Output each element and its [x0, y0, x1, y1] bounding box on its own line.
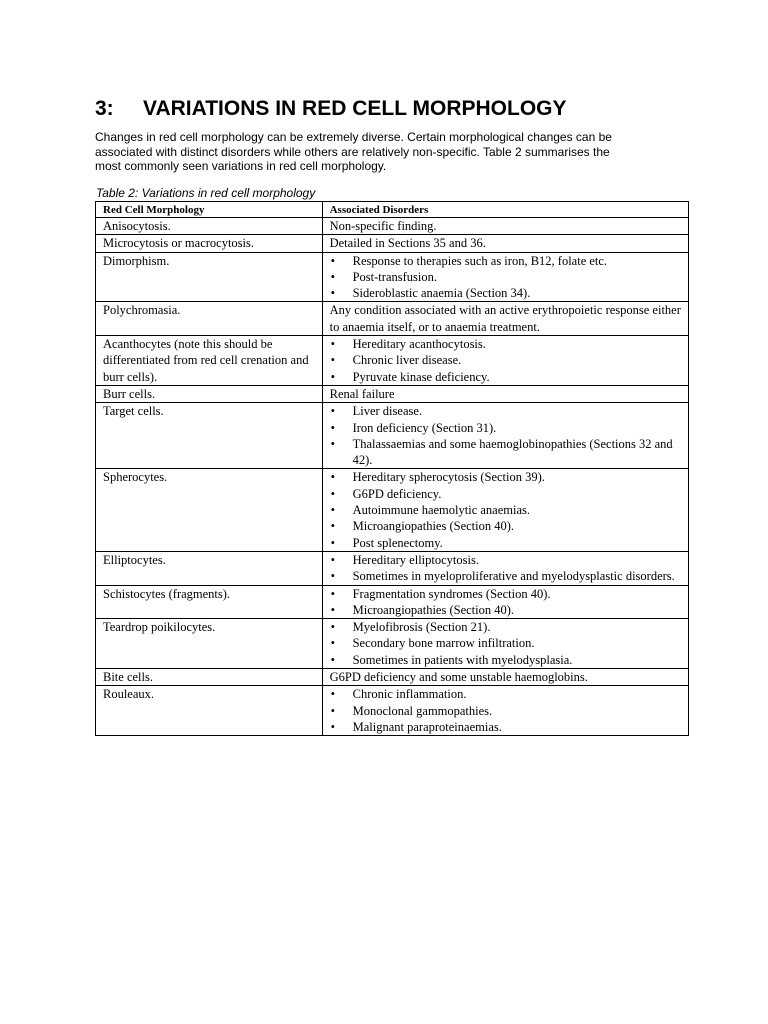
table-row [96, 619, 689, 669]
disorders-cell [322, 619, 688, 669]
morphology-cell: Spherocytes. [96, 469, 323, 551]
disorders-cell [322, 686, 688, 736]
disorder-list-item: • Sideroblastic anaemia (Section 34). [330, 285, 688, 301]
morphology-cell: Polychromasia. [96, 302, 323, 336]
section-heading [95, 96, 567, 122]
disorder-list-item: • Post-transfusion. [330, 269, 688, 285]
table-row [96, 218, 689, 235]
disorder-list-item: • Malignant paraproteinaemias. [330, 719, 688, 735]
table-body [96, 218, 689, 736]
morphology-cell: Bite cells. [96, 669, 323, 686]
disorders-cell [322, 469, 688, 551]
disorder-list-item: • Sometimes in patients with myelodysplasia. [330, 652, 688, 668]
disorder-list-item: • Chronic inflammation. [330, 686, 688, 702]
table-caption: Table 2: Variations in red cell morphology [96, 186, 316, 200]
table-row [96, 235, 689, 252]
header-disorders: Associated Disorders [322, 202, 688, 218]
disorder-list-item: • Post splenectomy. [330, 535, 688, 551]
morphology-table [95, 201, 689, 736]
disorders-cell [322, 403, 688, 469]
morphology-cell: Acanthocytes (note this should be differentiated from red cell crenation and burr cells). [96, 336, 323, 386]
morphology-cell: Anisocytosis. [96, 218, 323, 235]
table-row [96, 336, 689, 386]
disorders-list [330, 586, 688, 619]
intro-line: associated with distinct disorders while others are relatively non-specific. Table 2 summarises the [95, 144, 610, 159]
table-row [96, 302, 689, 336]
disorders-list [330, 469, 688, 550]
table-row [96, 551, 689, 585]
disorders-list [330, 686, 688, 735]
disorders-list [330, 253, 688, 302]
disorders-cell: Detailed in Sections 35 and 36. [322, 235, 688, 252]
table-row [96, 385, 689, 402]
disorder-list-item: • Microangiopathies (Section 40). [330, 518, 688, 534]
disorders-cell: Any condition associated with an active erythropoietic response either to anaemia itself, or to anaemia treatment. [322, 302, 688, 336]
morphology-cell: Rouleaux. [96, 686, 323, 736]
disorders-cell [322, 336, 688, 386]
disorder-list-item: • Autoimmune haemolytic anaemias. [330, 502, 688, 518]
table-row [96, 469, 689, 551]
table-row [96, 686, 689, 736]
intro-line: most commonly seen variations in red cell morphology. [95, 159, 387, 173]
disorder-list-item: • Liver disease. [330, 403, 688, 419]
disorders-cell [322, 252, 688, 302]
disorder-list-item: • Myelofibrosis (Section 21). [330, 619, 688, 635]
header-morphology: Red Cell Morphology [96, 202, 323, 218]
disorder-list-item: • Hereditary acanthocytosis. [330, 336, 688, 352]
morphology-cell: Microcytosis or macrocytosis. [96, 235, 323, 252]
table-row [96, 669, 689, 686]
disorders-cell [322, 585, 688, 619]
disorder-list-item: • Fragmentation syndromes (Section 40). [330, 586, 688, 602]
disorder-list-item: • Microangiopathies (Section 40). [330, 602, 688, 618]
disorder-list-item: • Monoclonal gammopathies. [330, 703, 688, 719]
disorder-list-item: • Chronic liver disease. [330, 352, 688, 368]
section-title: VARIATIONS IN RED CELL MORPHOLOGY [143, 97, 567, 120]
disorders-cell: Renal failure [322, 385, 688, 402]
table-row [96, 403, 689, 469]
disorder-list-item: • Thalassaemias and some haemoglobinopathies (Sections 32 and 42). [330, 436, 688, 469]
table-header-row [96, 202, 689, 218]
morphology-cell: Dimorphism. [96, 252, 323, 302]
disorder-list-item: • Pyruvate kinase deficiency. [330, 369, 688, 385]
intro-paragraph [95, 130, 685, 174]
disorder-list-item: • Hereditary elliptocytosis. [330, 552, 688, 568]
morphology-cell: Target cells. [96, 403, 323, 469]
morphology-cell: Teardrop poikilocytes. [96, 619, 323, 669]
table-row [96, 585, 689, 619]
morphology-cell: Burr cells. [96, 385, 323, 402]
disorder-list-item: • Iron deficiency (Section 31). [330, 420, 688, 436]
disorders-list [330, 403, 688, 468]
disorder-list-item: • Secondary bone marrow infiltration. [330, 635, 688, 651]
disorders-cell [322, 551, 688, 585]
disorders-list [330, 336, 688, 385]
disorder-list-item: • Hereditary spherocytosis (Section 39). [330, 469, 688, 485]
morphology-cell: Elliptocytes. [96, 551, 323, 585]
disorders-list [330, 552, 688, 585]
disorders-cell: Non-specific finding. [322, 218, 688, 235]
disorder-list-item: • G6PD deficiency. [330, 486, 688, 502]
disorder-list-item: • Response to therapies such as iron, B12, folate etc. [330, 253, 688, 269]
disorder-list-item: • Sometimes in myeloproliferative and myelodysplastic disorders. [330, 568, 688, 584]
disorders-list [330, 619, 688, 668]
intro-line: Changes in red cell morphology can be extremely diverse. Certain morphological changes can be [95, 130, 612, 144]
morphology-cell: Schistocytes (fragments). [96, 585, 323, 619]
table-row [96, 252, 689, 302]
section-number: 3: [95, 97, 114, 120]
disorders-cell: G6PD deficiency and some unstable haemoglobins. [322, 669, 688, 686]
